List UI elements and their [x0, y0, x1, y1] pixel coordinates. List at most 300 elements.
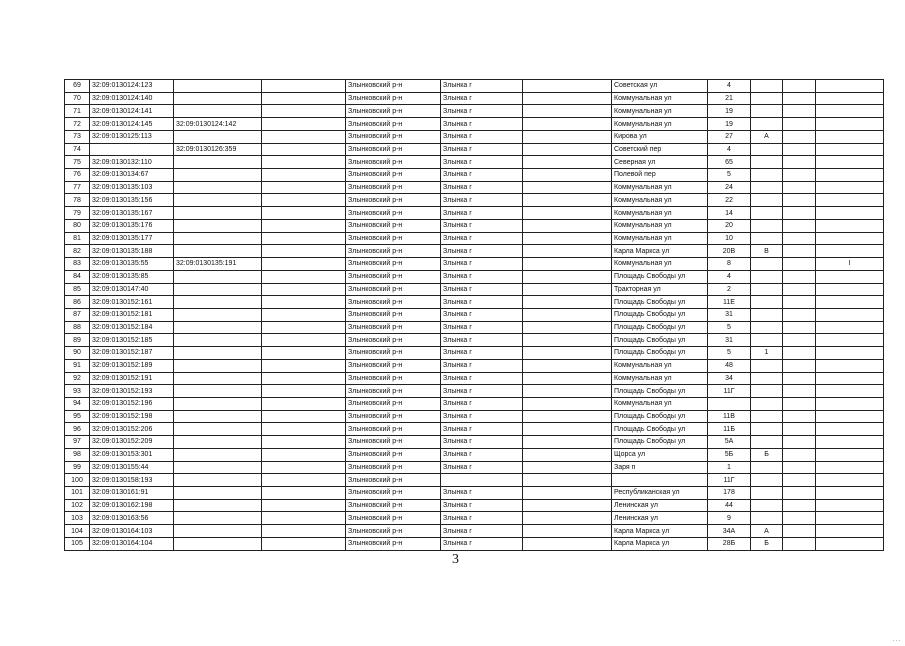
empty-cell: [523, 105, 612, 118]
city-cell: Злынка г: [441, 80, 523, 93]
cadastral-number-extra-cell: [174, 410, 262, 423]
cadastral-number-cell: 32:09:0130152:206: [90, 423, 174, 436]
cadastral-number-extra-cell: [174, 385, 262, 398]
empty-cell: [262, 105, 346, 118]
table-row: [65, 410, 884, 423]
row-number-cell: 88: [65, 321, 90, 334]
building-cell: I: [816, 258, 884, 271]
city-cell: Злынка г: [441, 487, 523, 500]
house-cell: 178: [708, 487, 751, 500]
empty-cell: [523, 219, 612, 232]
district-cell: Злынковский р-н: [346, 372, 441, 385]
district-cell: Злынковский р-н: [346, 283, 441, 296]
row-number-cell: 90: [65, 347, 90, 360]
table-row: [65, 474, 884, 487]
cadastral-number-cell: 32:09:0130155:44: [90, 461, 174, 474]
row-number-cell: 93: [65, 385, 90, 398]
row-number-cell: 84: [65, 270, 90, 283]
empty-cell: [262, 118, 346, 131]
empty-cell: [783, 461, 816, 474]
empty-cell: [523, 448, 612, 461]
korpus-cell: [751, 461, 783, 474]
district-cell: Злынковский р-н: [346, 105, 441, 118]
house-cell: 31: [708, 308, 751, 321]
street-cell: Коммунальная ул: [612, 118, 708, 131]
district-cell: Злынковский р-н: [346, 194, 441, 207]
empty-cell: [523, 347, 612, 360]
city-cell: Злынка г: [441, 245, 523, 258]
cadastral-number-extra-cell: [174, 207, 262, 220]
cadastral-number-extra-cell: [174, 169, 262, 182]
cadastral-number-extra-cell: [174, 219, 262, 232]
cadastral-number-cell: 32:09:0130125:113: [90, 130, 174, 143]
empty-cell: [783, 283, 816, 296]
cadastral-number-extra-cell: 32:09:0130126:359: [174, 143, 262, 156]
korpus-cell: [751, 359, 783, 372]
street-cell: Площадь Свободы ул: [612, 436, 708, 449]
city-cell: Злынка г: [441, 334, 523, 347]
cadastral-number-cell: 32:09:0130152:161: [90, 296, 174, 309]
building-cell: [816, 169, 884, 182]
building-cell: [816, 283, 884, 296]
building-cell: [816, 359, 884, 372]
cadastral-number-extra-cell: [174, 270, 262, 283]
district-cell: Злынковский р-н: [346, 258, 441, 271]
district-cell: Злынковский р-н: [346, 296, 441, 309]
cadastral-number-cell: 32:09:0130152:184: [90, 321, 174, 334]
city-cell: Злынка г: [441, 385, 523, 398]
building-cell: [816, 448, 884, 461]
cadastral-number-extra-cell: [174, 423, 262, 436]
korpus-cell: [751, 512, 783, 525]
house-cell: 4: [708, 270, 751, 283]
house-cell: 8: [708, 258, 751, 271]
empty-cell: [523, 194, 612, 207]
building-cell: [816, 156, 884, 169]
street-cell: Полевой пер: [612, 169, 708, 182]
city-cell: Злынка г: [441, 461, 523, 474]
row-number-cell: 81: [65, 232, 90, 245]
empty-cell: [523, 232, 612, 245]
district-cell: Злынковский р-н: [346, 334, 441, 347]
empty-cell: [523, 143, 612, 156]
street-cell: Площадь Свободы ул: [612, 347, 708, 360]
table-row: [65, 436, 884, 449]
empty-cell: [262, 359, 346, 372]
street-cell: Щорса ул: [612, 448, 708, 461]
empty-cell: [523, 130, 612, 143]
empty-cell: [783, 487, 816, 500]
cadastral-number-extra-cell: [174, 245, 262, 258]
district-cell: Злынковский р-н: [346, 232, 441, 245]
empty-cell: [523, 334, 612, 347]
row-number-cell: 100: [65, 474, 90, 487]
street-cell: Ленинская ул: [612, 512, 708, 525]
cadastral-number-cell: 32:09:0130124:140: [90, 92, 174, 105]
building-cell: [816, 80, 884, 93]
street-cell: Ленинская ул: [612, 499, 708, 512]
empty-cell: [262, 461, 346, 474]
korpus-cell: [751, 92, 783, 105]
district-cell: Злынковский р-н: [346, 130, 441, 143]
district-cell: Злынковский р-н: [346, 347, 441, 360]
empty-cell: [783, 537, 816, 550]
table-row: [65, 397, 884, 410]
cadastral-number-cell: 32:09:0130135:55: [90, 258, 174, 271]
korpus-cell: [751, 410, 783, 423]
city-cell: Злынка г: [441, 181, 523, 194]
cadastral-number-extra-cell: [174, 105, 262, 118]
row-number-cell: 85: [65, 283, 90, 296]
korpus-cell: [751, 321, 783, 334]
korpus-cell: [751, 118, 783, 131]
empty-cell: [523, 308, 612, 321]
building-cell: [816, 372, 884, 385]
table-row: [65, 537, 884, 550]
cadastral-number-cell: 32:09:0130164:103: [90, 525, 174, 538]
street-cell: Коммунальная ул: [612, 194, 708, 207]
building-cell: [816, 130, 884, 143]
house-cell: 11Е: [708, 296, 751, 309]
empty-cell: [523, 512, 612, 525]
street-cell: Коммунальная ул: [612, 232, 708, 245]
empty-cell: [262, 245, 346, 258]
empty-cell: [523, 499, 612, 512]
building-cell: [816, 308, 884, 321]
empty-cell: [523, 207, 612, 220]
city-cell: Злынка г: [441, 321, 523, 334]
table-body: [65, 80, 884, 551]
empty-cell: [783, 512, 816, 525]
city-cell: Злынка г: [441, 219, 523, 232]
empty-cell: [523, 461, 612, 474]
building-cell: [816, 321, 884, 334]
building-cell: [816, 245, 884, 258]
row-number-cell: 69: [65, 80, 90, 93]
empty-cell: [262, 194, 346, 207]
empty-cell: [262, 270, 346, 283]
cadastral-number-extra-cell: [174, 359, 262, 372]
empty-cell: [262, 156, 346, 169]
district-cell: Злынковский р-н: [346, 80, 441, 93]
street-cell: Коммунальная ул: [612, 359, 708, 372]
register-table: [64, 79, 884, 551]
row-number-cell: 82: [65, 245, 90, 258]
row-number-cell: 77: [65, 181, 90, 194]
house-cell: 34: [708, 372, 751, 385]
city-cell: Злынка г: [441, 448, 523, 461]
korpus-cell: А: [751, 525, 783, 538]
table-row: [65, 448, 884, 461]
empty-cell: [262, 436, 346, 449]
house-cell: 31: [708, 334, 751, 347]
district-cell: Злынковский р-н: [346, 423, 441, 436]
empty-cell: [783, 525, 816, 538]
house-cell: 22: [708, 194, 751, 207]
row-number-cell: 89: [65, 334, 90, 347]
row-number-cell: 79: [65, 207, 90, 220]
building-cell: [816, 461, 884, 474]
house-cell: 24: [708, 181, 751, 194]
korpus-cell: Б: [751, 537, 783, 550]
district-cell: Злынковский р-н: [346, 118, 441, 131]
cadastral-number-extra-cell: [174, 525, 262, 538]
empty-cell: [523, 296, 612, 309]
row-number-cell: 83: [65, 258, 90, 271]
cadastral-number-extra-cell: [174, 537, 262, 550]
street-cell: Советская ул: [612, 80, 708, 93]
empty-cell: [783, 118, 816, 131]
empty-cell: [262, 537, 346, 550]
empty-cell: [783, 194, 816, 207]
house-cell: 5А: [708, 436, 751, 449]
cadastral-number-extra-cell: [174, 92, 262, 105]
district-cell: Злынковский р-н: [346, 181, 441, 194]
city-cell: Злынка г: [441, 308, 523, 321]
cadastral-number-extra-cell: [174, 436, 262, 449]
empty-cell: [262, 347, 346, 360]
empty-cell: [783, 245, 816, 258]
scan-dots: [893, 628, 903, 630]
table-row: [65, 130, 884, 143]
building-cell: [816, 347, 884, 360]
empty-cell: [262, 181, 346, 194]
city-cell: Злынка г: [441, 436, 523, 449]
empty-cell: [523, 80, 612, 93]
district-cell: Злынковский р-н: [346, 525, 441, 538]
empty-cell: [262, 487, 346, 500]
district-cell: Злынковский р-н: [346, 537, 441, 550]
empty-cell: [523, 283, 612, 296]
empty-cell: [523, 385, 612, 398]
street-cell: Карла Маркса ул: [612, 537, 708, 550]
building-cell: [816, 512, 884, 525]
empty-cell: [783, 397, 816, 410]
house-cell: 21: [708, 92, 751, 105]
house-cell: 5: [708, 347, 751, 360]
building-cell: [816, 525, 884, 538]
empty-cell: [262, 321, 346, 334]
row-number-cell: 72: [65, 118, 90, 131]
korpus-cell: [751, 487, 783, 500]
city-cell: Злынка г: [441, 512, 523, 525]
empty-cell: [523, 397, 612, 410]
building-cell: [816, 296, 884, 309]
row-number-cell: 73: [65, 130, 90, 143]
street-cell: Коммунальная ул: [612, 397, 708, 410]
house-cell: 44: [708, 499, 751, 512]
korpus-cell: [751, 296, 783, 309]
row-number-cell: 99: [65, 461, 90, 474]
korpus-cell: [751, 207, 783, 220]
city-cell: Злынка г: [441, 232, 523, 245]
table-row: [65, 143, 884, 156]
korpus-cell: [751, 372, 783, 385]
empty-cell: [783, 258, 816, 271]
building-cell: [816, 397, 884, 410]
street-cell: Коммунальная ул: [612, 372, 708, 385]
house-cell: 34А: [708, 525, 751, 538]
table-row: [65, 258, 884, 271]
street-cell: Заря п: [612, 461, 708, 474]
house-cell: 48: [708, 359, 751, 372]
empty-cell: [523, 372, 612, 385]
house-cell: 27: [708, 130, 751, 143]
house-cell: 28Б: [708, 537, 751, 550]
korpus-cell: В: [751, 245, 783, 258]
empty-cell: [262, 423, 346, 436]
city-cell: Злынка г: [441, 397, 523, 410]
row-number-cell: 91: [65, 359, 90, 372]
table-row: [65, 372, 884, 385]
row-number-cell: 104: [65, 525, 90, 538]
house-cell: 4: [708, 143, 751, 156]
cadastral-number-extra-cell: [174, 448, 262, 461]
empty-cell: [783, 270, 816, 283]
empty-cell: [783, 156, 816, 169]
empty-cell: [262, 397, 346, 410]
empty-cell: [262, 334, 346, 347]
city-cell: Злынка г: [441, 270, 523, 283]
table-row: [65, 385, 884, 398]
empty-cell: [783, 347, 816, 360]
street-cell: Площадь Свободы ул: [612, 270, 708, 283]
empty-cell: [523, 359, 612, 372]
building-cell: [816, 207, 884, 220]
district-cell: Злынковский р-н: [346, 270, 441, 283]
building-cell: [816, 410, 884, 423]
building-cell: [816, 487, 884, 500]
cadastral-number-extra-cell: [174, 156, 262, 169]
empty-cell: [783, 207, 816, 220]
row-number-cell: 101: [65, 487, 90, 500]
house-cell: 19: [708, 118, 751, 131]
cadastral-number-extra-cell: 32:09:0130124:142: [174, 118, 262, 131]
row-number-cell: 78: [65, 194, 90, 207]
empty-cell: [262, 130, 346, 143]
cadastral-number-cell: 32:09:0130135:156: [90, 194, 174, 207]
building-cell: [816, 385, 884, 398]
row-number-cell: 102: [65, 499, 90, 512]
table-row: [65, 169, 884, 182]
street-cell: Коммунальная ул: [612, 92, 708, 105]
district-cell: Злынковский р-н: [346, 461, 441, 474]
cadastral-number-extra-cell: [174, 283, 262, 296]
empty-cell: [783, 372, 816, 385]
cadastral-number-extra-cell: [174, 80, 262, 93]
building-cell: [816, 105, 884, 118]
empty-cell: [262, 448, 346, 461]
empty-cell: [783, 219, 816, 232]
row-number-cell: 105: [65, 537, 90, 550]
row-number-cell: 98: [65, 448, 90, 461]
city-cell: Злынка г: [441, 372, 523, 385]
korpus-cell: [751, 385, 783, 398]
empty-cell: [262, 499, 346, 512]
city-cell: Злынка г: [441, 347, 523, 360]
district-cell: Злынковский р-н: [346, 436, 441, 449]
empty-cell: [523, 156, 612, 169]
city-cell: Злынка г: [441, 423, 523, 436]
city-cell: Злынка г: [441, 499, 523, 512]
street-cell: Коммунальная ул: [612, 105, 708, 118]
city-cell: Злынка г: [441, 283, 523, 296]
empty-cell: [783, 143, 816, 156]
cadastral-number-cell: 32:09:0130135:103: [90, 181, 174, 194]
city-cell: Злынка г: [441, 92, 523, 105]
korpus-cell: [751, 308, 783, 321]
empty-cell: [262, 169, 346, 182]
city-cell: Злынка г: [441, 207, 523, 220]
table-row: [65, 283, 884, 296]
street-cell: Кирова ул: [612, 130, 708, 143]
cadastral-number-extra-cell: [174, 308, 262, 321]
cadastral-number-cell: 32:09:0130161:91: [90, 487, 174, 500]
empty-cell: [262, 219, 346, 232]
street-cell: Площадь Свободы ул: [612, 308, 708, 321]
district-cell: Злынковский р-н: [346, 143, 441, 156]
table-row: [65, 118, 884, 131]
cadastral-number-cell: 32:09:0130124:145: [90, 118, 174, 131]
korpus-cell: [751, 499, 783, 512]
building-cell: [816, 474, 884, 487]
table-row: [65, 321, 884, 334]
row-number-cell: 70: [65, 92, 90, 105]
cadastral-number-extra-cell: [174, 194, 262, 207]
korpus-cell: [751, 80, 783, 93]
cadastral-number-extra-cell: [174, 232, 262, 245]
table-row: [65, 334, 884, 347]
district-cell: Злынковский р-н: [346, 512, 441, 525]
empty-cell: [523, 258, 612, 271]
empty-cell: [262, 525, 346, 538]
table-row: [65, 245, 884, 258]
cadastral-number-cell: 32:09:0130163:56: [90, 512, 174, 525]
row-number-cell: 80: [65, 219, 90, 232]
building-cell: [816, 118, 884, 131]
district-cell: Злынковский р-н: [346, 308, 441, 321]
empty-cell: [783, 436, 816, 449]
house-cell: 5: [708, 169, 751, 182]
district-cell: Злынковский р-н: [346, 474, 441, 487]
city-cell: Злынка г: [441, 410, 523, 423]
house-cell: 5Б: [708, 448, 751, 461]
house-cell: 20В: [708, 245, 751, 258]
building-cell: [816, 423, 884, 436]
table-row: [65, 194, 884, 207]
district-cell: Злынковский р-н: [346, 219, 441, 232]
building-cell: [816, 436, 884, 449]
cadastral-number-cell: 32:09:0130132:110: [90, 156, 174, 169]
cadastral-number-extra-cell: [174, 347, 262, 360]
korpus-cell: [751, 397, 783, 410]
street-cell: Карла Маркса ул: [612, 245, 708, 258]
korpus-cell: [751, 232, 783, 245]
empty-cell: [783, 385, 816, 398]
house-cell: 1: [708, 461, 751, 474]
empty-cell: [783, 130, 816, 143]
table-row: [65, 105, 884, 118]
empty-cell: [262, 258, 346, 271]
cadastral-number-extra-cell: [174, 397, 262, 410]
cadastral-number-extra-cell: [174, 334, 262, 347]
empty-cell: [523, 487, 612, 500]
district-cell: Злынковский р-н: [346, 321, 441, 334]
building-cell: [816, 92, 884, 105]
house-cell: 10: [708, 232, 751, 245]
district-cell: Злынковский р-н: [346, 169, 441, 182]
street-cell: Площадь Свободы ул: [612, 321, 708, 334]
